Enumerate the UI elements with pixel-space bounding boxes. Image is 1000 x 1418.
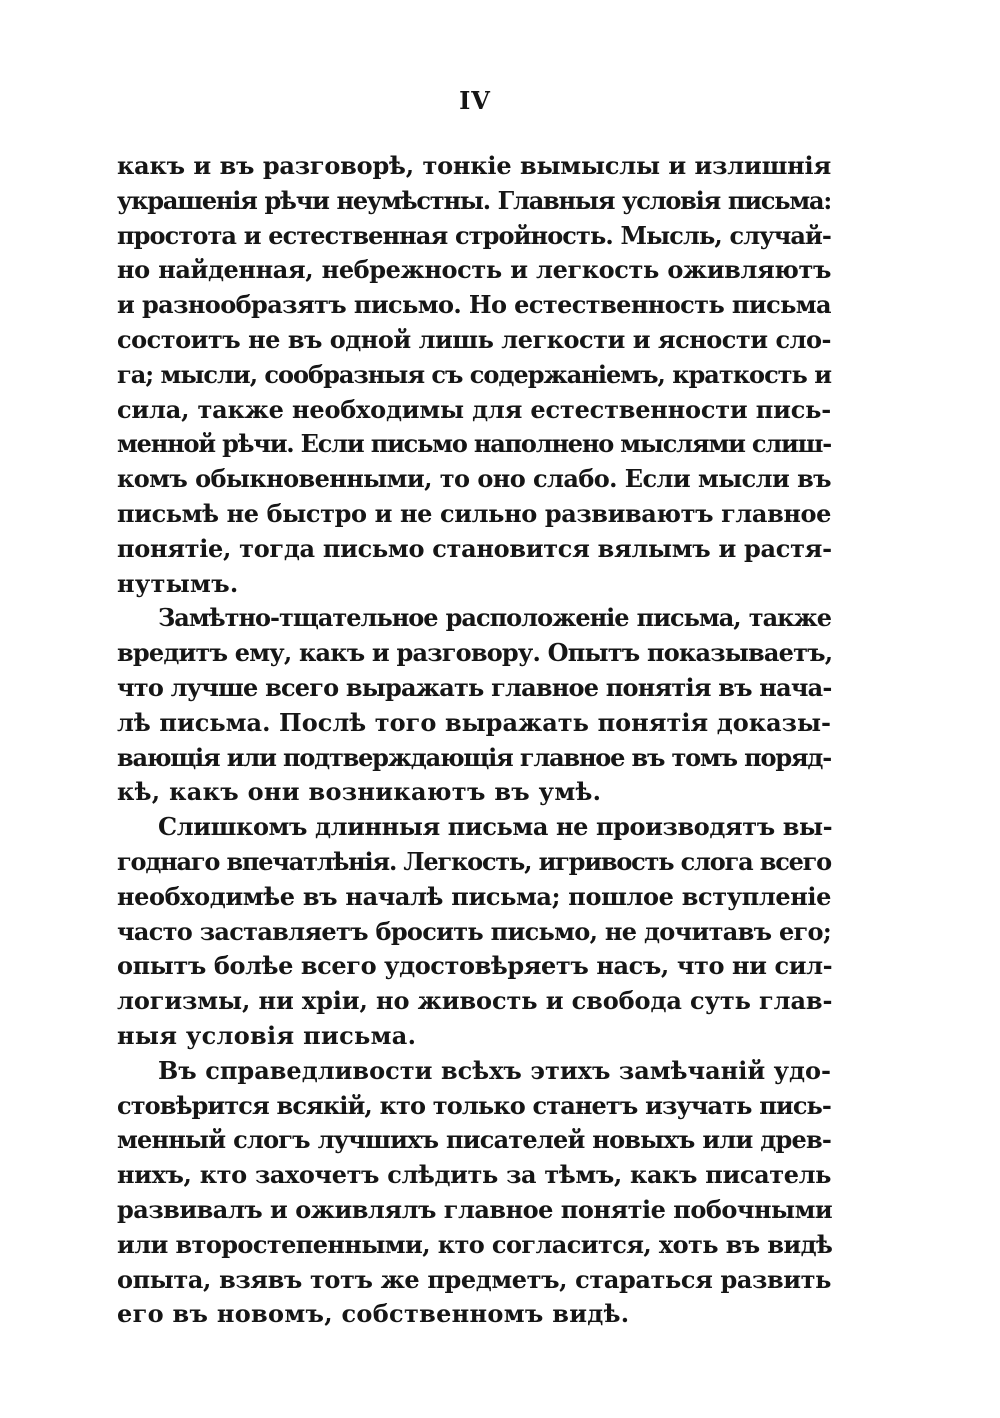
paragraph-2	[117, 601, 831, 810]
text-line: или второстепенными, кто согласится, хоть въ видѣ	[117, 1229, 833, 1259]
paragraph-4	[117, 1054, 831, 1332]
text-line: его въ новомъ, собственномъ видѣ.	[117, 1299, 630, 1329]
text-line: комъ обыкновенными, то оно слабо. Если мысли въ	[117, 464, 831, 494]
paragraph-3	[117, 810, 831, 1054]
body-text	[117, 149, 831, 1332]
text-line: Въ справедливости всѣхъ этихъ замѣчаній удо-	[158, 1055, 831, 1085]
text-line: понятіе, тогда письмо становится вялымъ и растя-	[117, 533, 832, 563]
text-line: вающія или подтверждающія главное въ томъ поряд-	[117, 742, 831, 772]
text-line: логизмы, ни хріи, но живость и свобода суть глав-	[117, 986, 833, 1016]
paragraph-1	[117, 149, 831, 601]
text-line: письмѣ не быстро и не сильно развиваютъ главное	[117, 498, 831, 528]
text-line: сила, также необходимы для естественности пись-	[117, 394, 831, 424]
text-line: менной рѣчи. Если письмо наполнено мыслями слиш-	[117, 429, 831, 459]
text-line: простота и естественная стройность. Мысль, случай-	[117, 220, 831, 250]
text-line: какъ и въ разговорѣ, тонкіе вымыслы и излишнія	[117, 151, 831, 180]
text-line: нихъ, кто захочетъ слѣдить за тѣмъ, какъ писатель	[117, 1160, 831, 1190]
text-line: лѣ письма. Послѣ того выражать понятія доказы-	[117, 707, 831, 737]
text-line: менный слогъ лучшихъ писателей новыхъ или древ-	[117, 1125, 831, 1155]
text-line: состоитъ не въ одной лишь легкости и ясности сло-	[117, 324, 831, 354]
text-line: ныя условія письма.	[117, 1020, 417, 1050]
text-line: га; мысли, сообразныя съ содержаніемъ, краткость и	[117, 359, 831, 389]
text-line: вредитъ ему, какъ и разговору. Опытъ показываетъ,	[117, 638, 833, 668]
text-line: нутымъ.	[117, 568, 239, 598]
text-line: украшенія рѣчи неумѣстны. Главныя условія письма:	[117, 185, 831, 215]
page-number: IV	[459, 86, 491, 115]
text-line: необходимѣе въ началѣ письма; пошлое вступленіе	[117, 881, 831, 911]
text-line: кѣ, какъ они возникаютъ въ умѣ.	[117, 777, 602, 807]
text-line: опыта, взявъ тотъ же предметъ, стараться развить	[117, 1264, 831, 1294]
text-line: годнаго впечатлѣнія. Легкость, игривость слога всего	[117, 846, 831, 876]
text-line: что лучше всего выражать главное понятія въ нача-	[117, 672, 832, 702]
text-line: развивалъ и оживлялъ главное понятіе побочными	[117, 1194, 833, 1224]
text-line: Слишкомъ длинныя письма не производятъ вы-	[158, 812, 833, 842]
text-line: стовѣрится всякій, кто только станетъ изучать пись-	[117, 1090, 831, 1120]
text-line: опытъ болѣе всего удостовѣряетъ насъ, что ни сил-	[117, 951, 833, 981]
text-line: Замѣтно-тщательное расположеніе письма, также	[158, 603, 831, 633]
text-line: часто заставляетъ бросить письмо, не дочитавъ его;	[117, 916, 831, 946]
text-line: и разнообразятъ письмо. Но естественность письма	[117, 290, 831, 320]
text-line: но найденная, небрежность и легкость оживляютъ	[117, 255, 831, 285]
